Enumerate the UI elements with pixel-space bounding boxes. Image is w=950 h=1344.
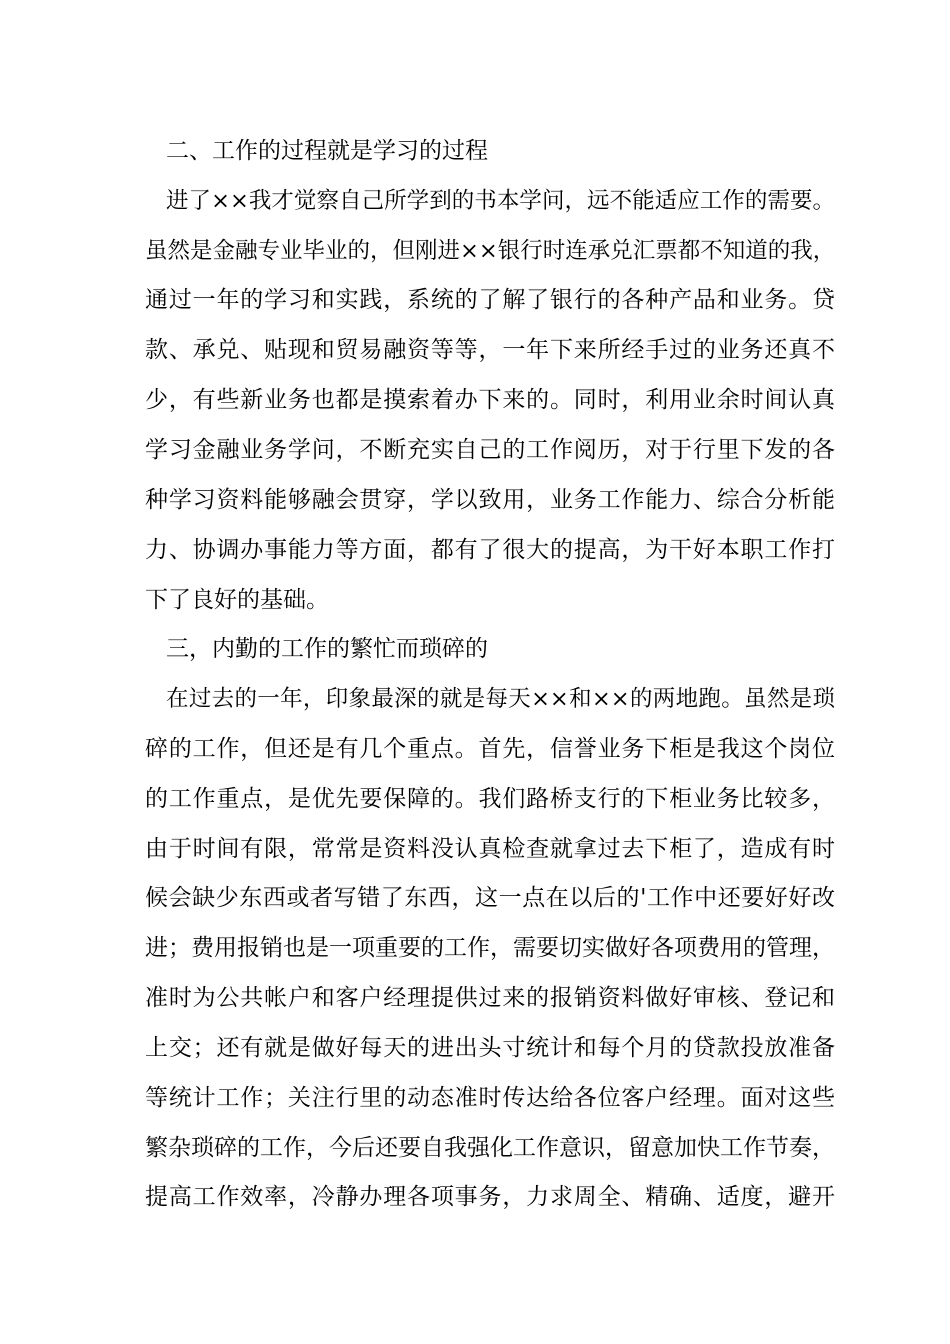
paragraph-line: 通过一年的学习和实践，系统的了解了银行的各种产品和业务。贷: [145, 287, 835, 313]
paragraph-line: 上交；还有就是做好每天的进出头寸统计和每个月的贷款投放准备: [145, 1035, 835, 1061]
paragraph-line: 进了××我才觉察自己所学到的书本学问，远不能适应工作的需要。: [166, 188, 835, 214]
paragraph-line: 在过去的一年，印象最深的就是每天××和××的两地跑。虽然是琐: [166, 686, 835, 712]
paragraph-line: 下了良好的基础。: [145, 587, 329, 613]
paragraph-line: 碎的工作，但还是有几个重点。首先，信誉业务下柜是我这个岗位: [145, 736, 835, 762]
paragraph-line: 少，有些新业务也都是摸索着办下来的。同时，利用业余时间认真: [145, 387, 835, 413]
paragraph-line: 候会缺少东西或者写错了东西，这一点在以后的'工作中还要好好改: [145, 885, 835, 911]
paragraph-line: 的工作重点，是优先要保障的。我们路桥支行的下柜业务比较多，: [145, 786, 835, 812]
section-heading-2: 二、工作的过程就是学习的过程: [166, 138, 488, 164]
paragraph-line: 提高工作效率，冷静办理各项事务，力求周全、精确、适度，避开: [145, 1184, 835, 1210]
paragraph-line: 繁杂琐碎的工作，今后还要自我强化工作意识，留意加快工作节奏，: [145, 1135, 835, 1161]
paragraph-line: 学习金融业务学问，不断充实自己的工作阅历，对于行里下发的各: [145, 437, 835, 463]
paragraph-line: 等统计工作；关注行里的动态准时传达给各位客户经理。面对这些: [145, 1085, 835, 1111]
paragraph-line: 进；费用报销也是一项重要的工作，需要切实做好各项费用的管理，: [145, 935, 835, 961]
paragraph-line: 准时为公共帐户和客户经理提供过来的报销资料做好审核、登记和: [145, 985, 835, 1011]
section-heading-3: 三，内勤的工作的繁忙而琐碎的: [166, 636, 488, 662]
paragraph-line: 款、承兑、贴现和贸易融资等等，一年下来所经手过的业务还真不: [145, 337, 835, 363]
paragraph-line: 力、协调办事能力等方面，都有了很大的提高，为干好本职工作打: [145, 537, 835, 563]
paragraph-line: 由于时间有限，常常是资料没认真检查就拿过去下柜了，造成有时: [145, 836, 835, 862]
paragraph-line: 种学习资料能够融会贯穿，学以致用，业务工作能力、综合分析能: [145, 487, 835, 513]
paragraph-line: 虽然是金融专业毕业的，但刚进××银行时连承兑汇票都不知道的我，: [145, 238, 835, 264]
